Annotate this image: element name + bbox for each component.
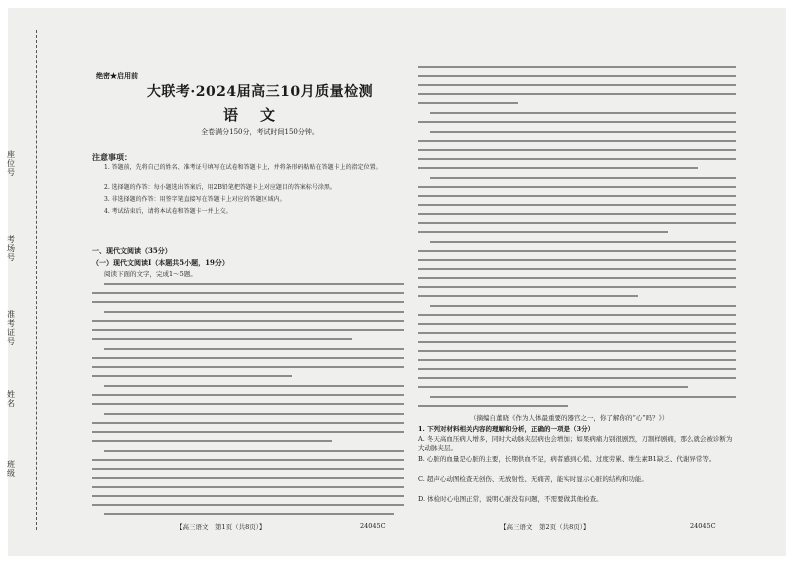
score-note: 全卷满分150分，考试时间150分钟。	[201, 128, 319, 136]
option-a[interactable]: A. 冬天高血压病人增多，同时大动脉夹层病也会增加；如果病痛力别很剧烈，刀割样剧痛，那么就会被诊断为大动脉夹层。	[418, 435, 733, 452]
name-label: 姓名	[7, 390, 15, 408]
binding-margin	[8, 30, 37, 530]
note-item: 4. 考试结束后，请将本试卷和答题卡一并上交。	[104, 208, 232, 215]
confidential-mark: 绝密★启用前	[96, 71, 138, 80]
exam-sheet	[8, 8, 786, 556]
right-page-footer: 【高三语文 第2页（共8页）】	[500, 523, 590, 531]
left-page-code: 24045C	[360, 522, 386, 530]
option-d[interactable]: D. 体检时心电图正常，说明心脏没有问题，不需要做其他检查。	[418, 495, 603, 503]
subsection-heading: （一）现代文阅读Ⅰ（本题共5小题，19分）	[92, 258, 229, 267]
right-page-code: 24045C	[690, 522, 716, 530]
note-item: 1. 答题前，先将自己的姓名、准考证号填写在试卷和答题卡上，并将条形码粘贴在答题卡上的指定位置。	[104, 164, 382, 171]
class-label: 班级	[7, 460, 15, 478]
notes-heading: 注意事项：	[92, 152, 132, 162]
section-heading: 一、现代文阅读（35分）	[92, 246, 172, 255]
exam-room-label: 考场号	[7, 235, 15, 262]
ticket-number-label: 准考证号	[7, 310, 15, 346]
question-1-stem: 1. 下列对材料相关内容的理解和分析，正确的一项是（3分）	[418, 425, 595, 433]
option-b[interactable]: B. 心脏的血量是心脏的主要，长期供血不足，病者感到心慌、过度劳累、维生素B1缺乏、代谢异常等。	[418, 455, 716, 463]
exam-title: 大联考·2024届高三10月质量检测	[146, 84, 374, 100]
note-item: 2. 选择题的作答：每小题选出答案后，用2B铅笔把答题卡上对应题目的答案标号涂黑。	[104, 184, 336, 191]
left-page-footer: 【高三语文 第1页（共8页）】	[176, 523, 266, 531]
seat-number-label: 座位号	[7, 150, 15, 177]
passage-source: （摘编自董晓《作为人体最重要的器官之一，你了解你的“心”吗？》）	[470, 414, 669, 422]
note-item: 3. 非选择题的作答：用签字笔直接写在答题卡上对应的答题区域内。	[104, 196, 286, 203]
reading-instruction: 阅读下面的文字，完成1～5题。	[104, 270, 197, 278]
option-c[interactable]: C. 超声心动图检查无创伤、无放射性、无痛苦，能实时显示心脏的结构和功能。	[418, 475, 648, 483]
subject-title: 语文	[222, 106, 297, 124]
